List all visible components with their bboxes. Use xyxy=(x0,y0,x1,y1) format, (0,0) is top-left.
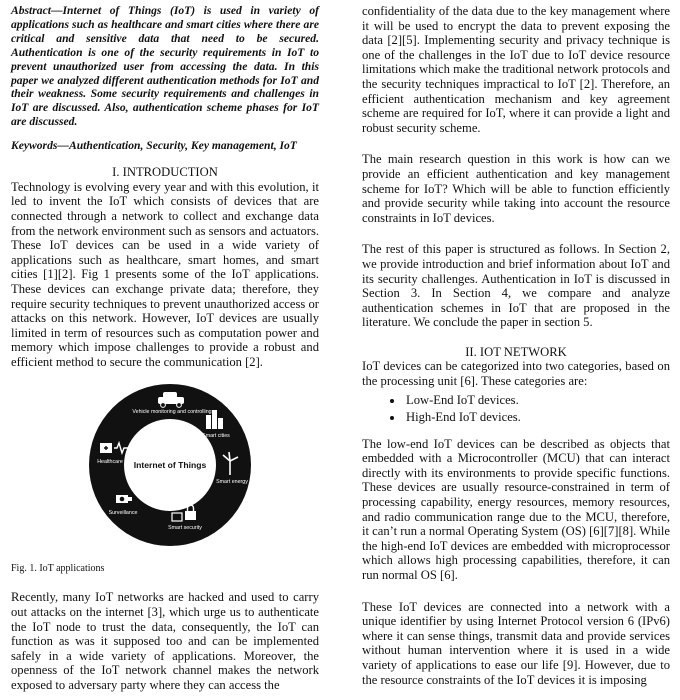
list-item: • High-End IoT devices. xyxy=(404,409,670,426)
figure-iot-applications xyxy=(11,377,319,563)
right-paragraph-1: confidentiality of the data due to the key management where it will be used to encrypt the data to prevent exposing the data [2][5]. Implementing security and privacy technique is one of the challenges in the IoT due to IoT device resource limitations which make the traditional network protocols and the security techniques impractical to IoT [2]. Therefore, an efficient authentication mechanism and key agreement scheme are required for IoT, where it can provide a light and robust security scheme. xyxy=(362,4,670,135)
paper-structure-paragraph: The rest of this paper is structured as follows. In Section 2, we provide introduction and brief information about IoT and its security challenges. Authentication in IoT is discussed in Section 3. In Section 4, we compare and analyze authentication schemes in IoT that are proposed in the literature. We conclude the paper in section 5. xyxy=(362,242,670,330)
research-question-paragraph: The main research question in this work is how can we provide an efficient authentication and key management scheme for IoT? Which will be able to function efficiently and provide security while taking into account the resource constraints in IoT devices. xyxy=(362,152,670,225)
intro-paragraph-1: Technology is evolving every year and with this evolution, it led to invent the IoT which consists of devices that are connected through a network to collect and exchange data from the network environment such as sensors and actuators. These IoT devices can be used in a wide variety of applications such as healthcare, smart homes, and smart cities [1][2]. Fig 1 presents some of the IoT applications. These devices can exchange private data; therefore, they require security techniques to prevent unauthorized access or attacks on this network. However, IoT devices are usually limited in term of resources such as computation power and memory which impose challenges to provide a robust and efficient method to secure the communication [2]. xyxy=(11,179,319,369)
ipv6-paragraph: These IoT devices are connected into a network with a unique identifier by using Internet Protocol version 6 (IPv6) where it can sense things, transmit data and provide services without human intervention where it is used in a wide variety of applications to ease our life [9]. However, due to the resource constraints of the IoT devices it is imposing xyxy=(362,599,670,687)
center-title: Internet of Things xyxy=(133,460,207,471)
label-smart-cities: Smart cities xyxy=(202,433,230,440)
left-column xyxy=(11,4,319,693)
categories-paragraph: IoT devices can be categorized into two categories, based on the processing unit [6]. These categories are: xyxy=(362,359,670,389)
right-column xyxy=(362,4,670,687)
list-item: • Low-End IoT devices. xyxy=(404,392,670,409)
keywords: Keywords—Authentication, Security, Key management, IoT xyxy=(11,139,297,153)
iot-applications-diagram xyxy=(88,383,252,547)
low-end-devices-paragraph: The low-end IoT devices can be described as objects that embedded with a Microcontroller (MCU) that can interact directly with its environments to provide specific functions. These devices are usually resource-constrained in term of processing capability, energy resources, memory resources, and radio communication range due to the MCU, therefore, it can’t run a normal Operating System (OS) [6][7][8]. While the high-end IoT devices are embedded with microprocessor which allows high processing capabilities, therefore, it can run normal OS [6]. xyxy=(362,436,670,582)
label-vehicle: Vehicle monitoring and controlling xyxy=(132,409,212,416)
label-smart-security: Smart security xyxy=(168,525,202,532)
label-smart-energy: Smart energy xyxy=(216,479,248,486)
category-list xyxy=(362,392,670,426)
label-healthcare: Healthcare xyxy=(97,459,123,466)
section-heading-iot-network: II. IOT NETWORK xyxy=(465,344,567,359)
label-surveillance: Surveillance xyxy=(108,510,138,517)
section-heading-introduction: I. INTRODUCTION xyxy=(112,165,218,180)
intro-paragraph-2: Recently, many IoT networks are hacked and used to carry out attacks on the internet [3], which urge us to authenticate the IoT node to trust the data, consequently, the IoT can function as was it supposed too and can be implemented safely in a wide variety of applications. Moreover, the openness of the IoT network channel makes the network exposed to adversary party where they can access the xyxy=(11,590,319,693)
figure-caption: Fig. 1. IoT applications xyxy=(11,563,105,575)
abstract: Abstract—Internet of Things (IoT) is used in variety of applications such as healthcare and smart cities where there are critical and sensitive data that need to be secured. Authentication is one of the security requirements in IoT to prevent unauthorized user from accessing the data. In this paper we analyzed different authentication methods for IoT and their weakness. Some security requirements and challenges in IoT are discussed. Also, authentication scheme phases for IoT are discussed. xyxy=(11,4,319,129)
